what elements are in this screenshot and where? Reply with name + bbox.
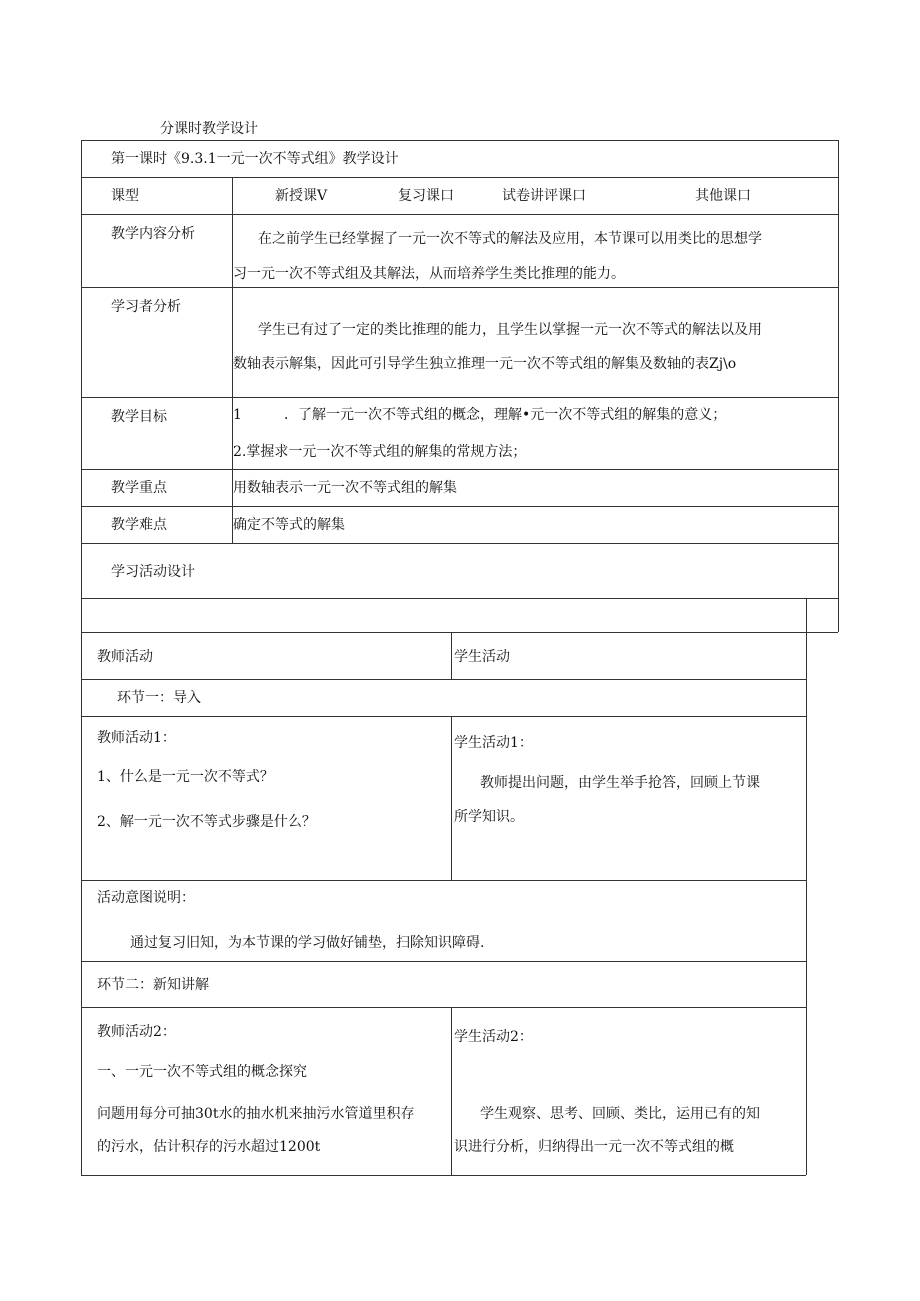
focus-text: 用数轴表示一元一次不等式组的解集 [233, 480, 457, 496]
student-header: 学生活动 [454, 649, 510, 665]
type-option-exam: 试卷讲评课口 [502, 188, 586, 204]
type-label: 课型 [111, 188, 139, 204]
learner-text-line: 学生已有过了一定的类比推理的能力，且学生以掌握一元一次不等式的解法以及用 [258, 322, 762, 338]
difficulty-text: 确定不等式的解集 [233, 517, 345, 533]
goal-text-line: 2.掌握求一元一次不等式组的解集的常规方法； [233, 444, 527, 460]
learner-label: 学习者分析 [111, 299, 181, 315]
learner-text-line: 数轴表示解集，因此可引导学生独立推理一元一次不等式组的解集及数轴的表Zj\o [233, 356, 737, 372]
student-activity-2-text: 识进行分析，归纳得出一元一次不等式组的概 [454, 1139, 734, 1155]
table-border [81, 397, 838, 398]
focus-label: 教学重点 [111, 480, 167, 496]
table-border [451, 716, 452, 880]
type-option-new: 新授课V [275, 188, 328, 204]
table-border [81, 598, 838, 599]
doc-title: 分课时教学设计 [160, 121, 258, 137]
table-border [81, 469, 838, 470]
student-activity-1-text: 所学知识。 [454, 809, 524, 825]
teacher-activity-2-item: 一、一元一次不等式组的概念探究 [97, 1064, 307, 1080]
type-option-review: 复习课口 [398, 188, 454, 204]
teacher-activity-2-title: 教师活动2： [97, 1024, 176, 1040]
table-border [81, 679, 806, 680]
table-border [81, 632, 838, 633]
table-border [81, 716, 806, 717]
table-border [451, 632, 452, 679]
difficulty-label: 教学难点 [111, 517, 167, 533]
student-activity-2-text: 学生观察、思考、回顾、类比，运用已有的知 [480, 1106, 760, 1122]
table-border [838, 140, 839, 632]
type-option-other: 其他课口 [695, 188, 751, 204]
stage-2: 环节二：新知讲解 [97, 977, 209, 993]
table-border [81, 1007, 806, 1008]
table-border [806, 598, 807, 1175]
goal-label: 教学目标 [111, 409, 167, 425]
teacher-header: 教师活动 [97, 649, 153, 665]
table-border [81, 177, 838, 178]
teacher-activity-1-item: 1、什么是一元一次不等式？ [97, 769, 274, 785]
student-activity-1-text: 教师提出问题，由学生举手抢答，回顾上节课 [480, 775, 760, 791]
table-border [81, 880, 806, 881]
table-border [81, 140, 82, 1175]
lesson-title: 第一课时《9.3.1一元一次不等式组》教学设计 [111, 151, 399, 167]
content-text-line: 习一元一次不等式组及其解法，从而培养学生类比推理的能力。 [233, 266, 625, 282]
teacher-activity-2-item: 的污水，估计积存的污水超过1200t [97, 1139, 321, 1155]
table-border [81, 543, 838, 544]
content-text-line: 在之前学生已经掌握了一元一次不等式的解法及应用，本节课可以用类比的思想学 [258, 231, 762, 247]
content-label: 教学内容分析 [111, 226, 195, 242]
intent-text: 通过复习旧知，为本节课的学习做好铺垫，扫除知识障碍. [130, 935, 485, 951]
teacher-activity-1-title: 教师活动1： [97, 730, 176, 746]
intent-title: 活动意图说明： [97, 890, 195, 906]
table-border [451, 1007, 452, 1175]
teacher-activity-1-item: 2、解一元一次不等式步骤是什么？ [97, 814, 316, 830]
activity-label: 学习活动设计 [111, 564, 195, 580]
table-border [81, 214, 838, 215]
stage-1: 环节一：导入 [117, 690, 201, 706]
student-activity-1-title: 学生活动1： [454, 735, 533, 751]
table-border [81, 287, 838, 288]
table-border [81, 140, 838, 141]
table-border [81, 506, 838, 507]
student-activity-2-title: 学生活动2： [454, 1029, 533, 1045]
table-border [81, 961, 806, 962]
teacher-activity-2-item: 问题用每分可抽30t水的抽水机来抽污水管道里积存 [97, 1106, 415, 1122]
goal-number: 1 [233, 407, 242, 423]
table-border [81, 1175, 806, 1176]
goal-text-line: ．了解一元一次不等式组的概念，理解•元一次不等式组的解集的意义； [284, 407, 727, 423]
